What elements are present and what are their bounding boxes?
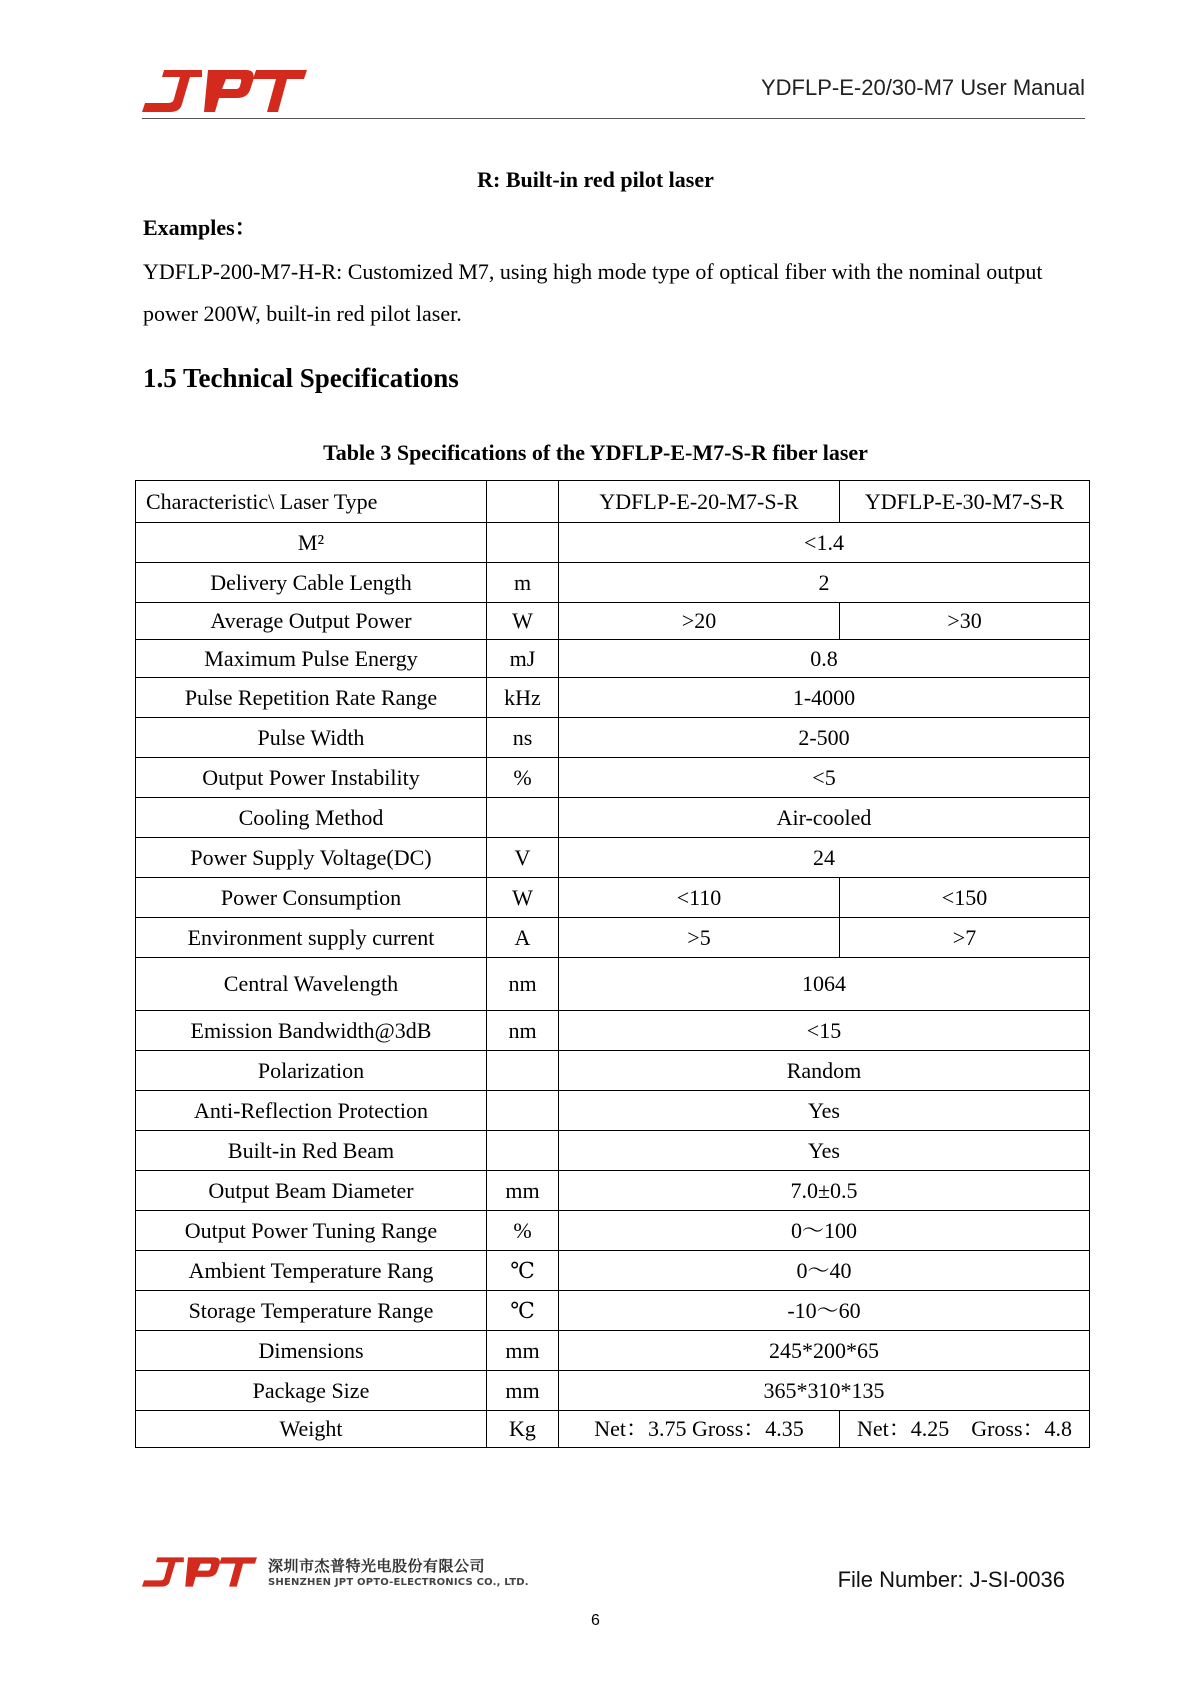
header-divider (142, 118, 1085, 119)
row-characteristic: Package Size (136, 1371, 487, 1411)
file-number: File Number: J-SI-0036 (837, 1567, 1065, 1592)
row-value: 1064 (559, 958, 1090, 1011)
row-characteristic: Polarization (136, 1051, 487, 1091)
table-header-row (136, 481, 1090, 523)
row-unit: nm (487, 1011, 559, 1051)
row-characteristic: Power Consumption (136, 878, 487, 918)
company-name-en: SHENZHEN JPT OPTO-ELECTRONICS CO., LTD. (268, 1577, 529, 1588)
row-value: 2 (559, 563, 1090, 603)
row-unit (487, 1051, 559, 1091)
row-characteristic: Output Power Instability (136, 758, 487, 798)
row-unit (487, 1131, 559, 1171)
row-unit (487, 798, 559, 838)
row-unit: Kg (487, 1411, 559, 1448)
row-unit: % (487, 758, 559, 798)
row-characteristic: M² (136, 523, 487, 563)
header-model-b: YDFLP-E-30-M7-S-R (840, 481, 1090, 523)
table-row (136, 918, 1090, 958)
row-value: <15 (559, 1011, 1090, 1051)
row-value-model-b: >7 (840, 918, 1090, 958)
row-unit: mm (487, 1331, 559, 1371)
row-value: 365*310*135 (559, 1371, 1090, 1411)
row-value-model-a: >20 (559, 603, 840, 640)
section-title: 1.5 Technical Specifications (143, 363, 459, 393)
row-value-model-a: >5 (559, 918, 840, 958)
row-value: Yes (559, 1131, 1090, 1171)
row-characteristic: Central Wavelength (136, 958, 487, 1011)
table-row (136, 1251, 1090, 1291)
row-value-model-a: <110 (559, 878, 840, 918)
option-subheading: R: Built-in red pilot laser (477, 167, 714, 192)
header-model-a: YDFLP-E-20-M7-S-R (559, 481, 840, 523)
row-characteristic: Pulse Width (136, 718, 487, 758)
row-characteristic: Output Beam Diameter (136, 1171, 487, 1211)
row-value: 245*200*65 (559, 1331, 1090, 1371)
row-unit: W (487, 603, 559, 640)
table-row (136, 798, 1090, 838)
row-value-model-b: >30 (840, 603, 1090, 640)
row-unit: V (487, 838, 559, 878)
document-title: YDFLP-E-20/30-M7 User Manual (760, 75, 1085, 100)
row-characteristic: Storage Temperature Range (136, 1291, 487, 1331)
header-characteristic: Characteristic\ Laser Type (136, 481, 487, 523)
row-value: 7.0±0.5 (559, 1171, 1090, 1211)
row-characteristic: Maximum Pulse Energy (136, 640, 487, 678)
table-caption: Table 3 Specifications of the YDFLP-E-M7-S-R fiber laser (323, 440, 868, 465)
row-characteristic: Ambient Temperature Rang (136, 1251, 487, 1291)
row-value: -10～60 (559, 1291, 1090, 1331)
table-row (136, 1211, 1090, 1251)
row-value: 1-4000 (559, 678, 1090, 718)
table-row (136, 1371, 1090, 1411)
table-row (136, 523, 1090, 563)
row-characteristic: Anti-Reflection Protection (136, 1091, 487, 1131)
row-value: Random (559, 1051, 1090, 1091)
example-paragraph: YDFLP-200-M7-H-R: Customized M7, using high mode type of optical fiber with the nominal output power 200W, built-in red pilot laser. (143, 259, 1043, 326)
row-value: Yes (559, 1091, 1090, 1131)
table-row (136, 758, 1090, 798)
table-row (136, 640, 1090, 678)
row-unit: m (487, 563, 559, 603)
row-unit: ℃ (487, 1291, 559, 1331)
table-row (136, 678, 1090, 718)
table-row (136, 1171, 1090, 1211)
table-row (136, 1131, 1090, 1171)
row-unit: mm (487, 1171, 559, 1211)
row-unit: kHz (487, 678, 559, 718)
row-characteristic: Dimensions (136, 1331, 487, 1371)
header-unit (487, 481, 559, 523)
table-row (136, 1011, 1090, 1051)
row-characteristic: Cooling Method (136, 798, 487, 838)
table-row (136, 1411, 1090, 1448)
row-characteristic: Built-in Red Beam (136, 1131, 487, 1171)
row-unit: A (487, 918, 559, 958)
row-value: 2-500 (559, 718, 1090, 758)
row-characteristic: Environment supply current (136, 918, 487, 958)
table-row (136, 1331, 1090, 1371)
row-unit: % (487, 1211, 559, 1251)
row-characteristic: Average Output Power (136, 603, 487, 640)
examples-label: Examples： (143, 215, 257, 240)
table-row (136, 603, 1090, 640)
row-characteristic: Power Supply Voltage(DC) (136, 838, 487, 878)
company-name (268, 1555, 529, 1588)
row-unit (487, 1091, 559, 1131)
table-row (136, 563, 1090, 603)
table-row (136, 878, 1090, 918)
table-row (136, 1291, 1090, 1331)
row-characteristic: Output Power Tuning Range (136, 1211, 487, 1251)
row-unit: mJ (487, 640, 559, 678)
table-row (136, 958, 1090, 1011)
row-unit: W (487, 878, 559, 918)
jpt-logo (142, 70, 307, 112)
row-value: 24 (559, 838, 1090, 878)
table-row (136, 838, 1090, 878)
row-unit: ns (487, 718, 559, 758)
row-unit (487, 523, 559, 563)
row-value: <1.4 (559, 523, 1090, 563)
row-characteristic: Pulse Repetition Rate Range (136, 678, 487, 718)
row-value: 0～40 (559, 1251, 1090, 1291)
footer-jpt-logo (142, 1556, 257, 1588)
company-name-cn: 深圳市杰普特光电股份有限公司 (268, 1557, 486, 1575)
row-value: Air-cooled (559, 798, 1090, 838)
table-row (136, 1051, 1090, 1091)
row-value: <5 (559, 758, 1090, 798)
spec-table (135, 480, 1090, 1448)
row-characteristic: Emission Bandwidth@3dB (136, 1011, 487, 1051)
row-value-model-a: Net：3.75 Gross：4.35 (559, 1411, 840, 1448)
row-value: 0～100 (559, 1211, 1090, 1251)
row-unit: nm (487, 958, 559, 1011)
row-unit: mm (487, 1371, 559, 1411)
row-value-model-b: Net：4.25 Gross：4.8 (840, 1411, 1090, 1448)
row-value-model-b: <150 (840, 878, 1090, 918)
row-value: 0.8 (559, 640, 1090, 678)
page-number: 6 (591, 1612, 600, 1629)
table-row (136, 1091, 1090, 1131)
row-characteristic: Delivery Cable Length (136, 563, 487, 603)
row-unit: ℃ (487, 1251, 559, 1291)
row-characteristic: Weight (136, 1411, 487, 1448)
table-row (136, 718, 1090, 758)
